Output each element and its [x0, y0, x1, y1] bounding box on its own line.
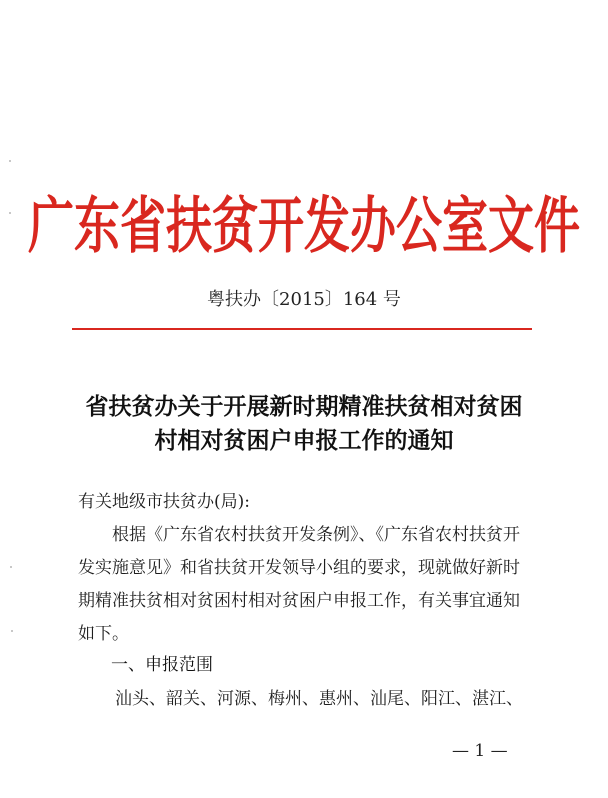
paragraph-line: 如下。 — [78, 624, 129, 644]
section-text-line: 汕头、韶关、河源、梅州、惠州、汕尾、阳江、湛江、 — [115, 689, 523, 709]
scan-speck — [10, 566, 12, 568]
paragraph-line: 发实施意见》和省扶贫开发领导小组的要求，现就做好新时 — [78, 558, 520, 578]
section-heading: 一、申报范围 — [111, 655, 213, 675]
notice-title-line-1: 省扶贫办关于开展新时期精准扶贫相对贫困 — [85, 393, 523, 420]
paragraph-line: 期精准扶贫相对贫困村相对贫困户申报工作，有关事宜通知 — [78, 591, 520, 611]
body-paragraph — [78, 519, 538, 651]
scan-speck — [9, 160, 11, 162]
document-number: 粤扶办〔2015〕164 号 — [207, 289, 401, 310]
scan-speck — [11, 630, 13, 632]
scan-speck — [9, 212, 11, 214]
addressee: 有关地级市扶贫办(局): — [78, 492, 250, 512]
agency-document-title: 广东省扶贫开发办公室文件 — [28, 189, 580, 262]
red-divider-line — [72, 328, 532, 330]
notice-title-line-2: 村相对贫困户申报工作的通知 — [154, 427, 454, 454]
page-number: — 1 — — [452, 741, 508, 761]
paragraph-line: 根据《广东省农村扶贫开发条例》、《广东省农村扶贫开 — [78, 525, 520, 545]
notice-title — [60, 390, 548, 458]
